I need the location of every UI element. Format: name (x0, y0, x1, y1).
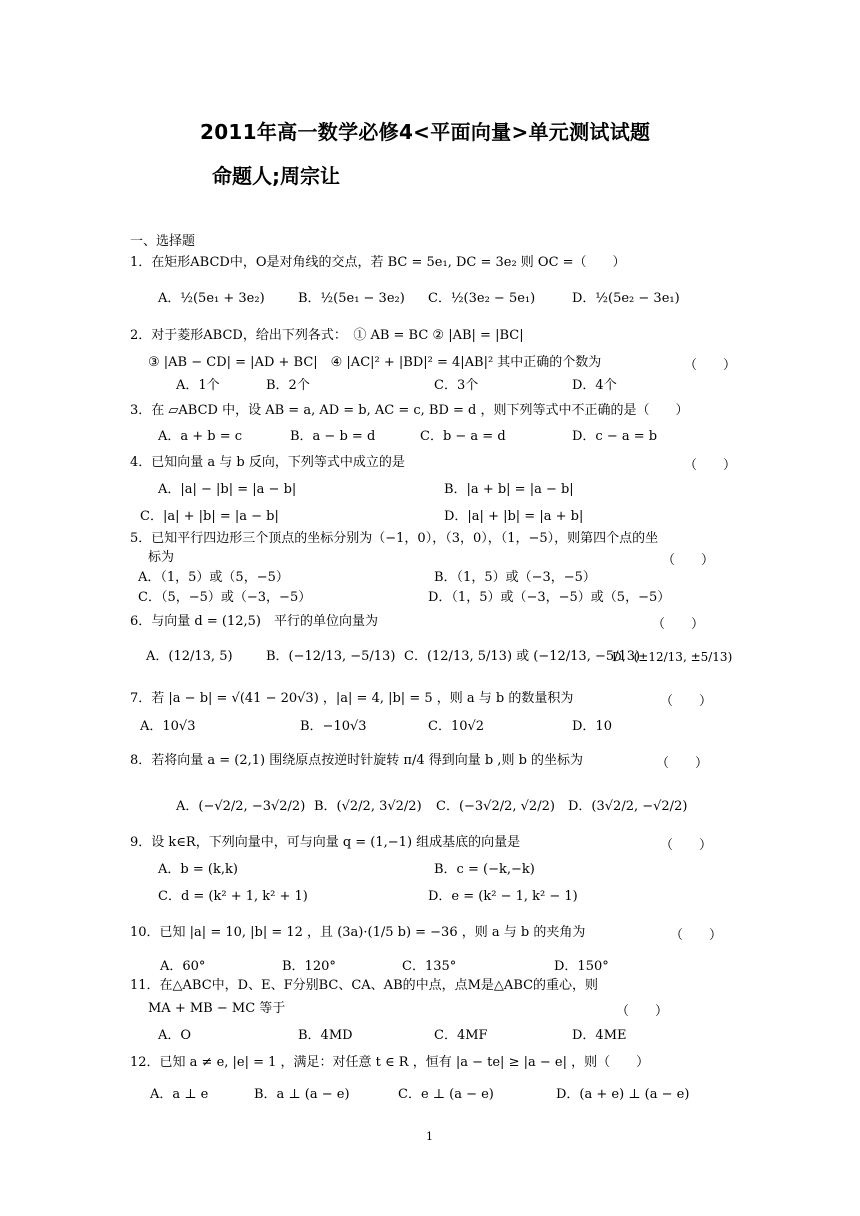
question-2-stem-line2: ③ |AB − CD| = |AD + BC| ④ |AC|² + |BD|² = 4|AB|² 其中正确的个数为 (148, 355, 602, 370)
page-title: 2011年高一数学必修4<平面向量>单元测试试题 (200, 120, 651, 144)
question-8-stem: 8．若将向量 a = (2,1) 围绕原点按逆时针旋转 π/4 得到向量 b ,则 b 的坐标为 (130, 753, 584, 768)
question-11-answer-paren: （ ） (616, 1004, 669, 1019)
question-8-option-b: B．(√2/2, 3√2/2) (314, 799, 422, 814)
question-9-option-c: C．d = (k² + 1, k² + 1) (158, 889, 308, 904)
question-5-option-c: C．（5，−5）或（−3，−5） (138, 590, 312, 605)
question-12-option-b: B．a ⊥ (a − e) (254, 1087, 350, 1102)
question-7-answer-paren: （ ） (660, 694, 713, 709)
question-6-option-b: B．(−12/13, −5/13) (266, 649, 396, 664)
question-7-option-d: D．10 (572, 719, 612, 734)
question-6-option-d: D．(±12/13, ±5/13) (612, 650, 733, 664)
question-1-option-a: A．½(5e₁ + 3e₂) (158, 291, 265, 306)
question-2-answer-paren: （ ） (684, 358, 737, 373)
question-10-option-a: A．60° (160, 959, 206, 974)
author-line: 命题人;周宗让 (212, 164, 340, 188)
question-12-option-c: C．e ⊥ (a − e) (398, 1087, 494, 1102)
question-10-stem: 10．已知 |a| = 10, |b| = 12 ，且 (3a)·(1/5 b) = −36 ，则 a 与 b 的夹角为 (130, 925, 586, 940)
question-8-option-a: A．(−√2/2, −3√2/2) (176, 799, 306, 814)
question-4-option-d: D．|a| + |b| = |a + b| (444, 509, 584, 524)
question-2-option-a: A．1个 (176, 378, 220, 393)
section-heading: 一、选择题 (130, 234, 196, 249)
question-11-option-d: D．4ME (572, 1028, 627, 1043)
question-5-option-d: D．（1，5）或（−3，−5）或（5，−5） (428, 590, 671, 605)
question-8-option-d: D．(3√2/2, −√2/2) (568, 799, 688, 814)
question-9-stem: 9．设 k∈R，下列向量中，可与向量 q = (1,−1) 组成基底的向量是 (130, 835, 521, 850)
question-12-option-d: D．(a + e) ⊥ (a − e) (556, 1087, 690, 1102)
question-6-answer-paren: （ ） (652, 617, 705, 632)
question-12-option-a: A．a ⊥ e (150, 1087, 209, 1102)
question-3-option-b: B．a − b = d (290, 429, 376, 444)
question-9-option-a: A．b = (k,k) (158, 862, 238, 877)
question-4-answer-paren: （ ） (684, 458, 737, 473)
question-9-option-d: D．e = (k² − 1, k² − 1) (428, 889, 578, 904)
question-8-answer-paren: （ ） (656, 756, 709, 771)
question-11-option-b: B．4MD (298, 1028, 353, 1043)
question-11-option-a: A．O (158, 1028, 192, 1043)
question-11-stem: 11．在△ABC中，D、E、F分别BC、CA、AB的中点，点M是△ABC的重心，则 (130, 978, 599, 993)
question-3-option-d: D．c − a = b (572, 429, 658, 444)
question-5-stem-line2: 标为 (148, 550, 175, 565)
question-5-stem: 5．已知平行四边形三个顶点的坐标分别为（−1，0），（3，0），（1，−5），则第四个点的坐 (130, 531, 659, 546)
question-2-stem: 2．对于菱形ABCD，给出下列各式： ① AB = BC ② |AB| = |BC| (130, 328, 524, 343)
question-7-stem: 7．若 |a − b| = √(41 − 20√3) ，|a| = 4, |b| = 5 ，则 a 与 b 的数量积为 (130, 691, 574, 706)
question-10-option-c: C．135° (402, 959, 457, 974)
question-1-stem: 1．在矩形ABCD中，O是对角线的交点，若 BC = 5e₁, DC = 3e₂ 则 OC =（ ） (130, 255, 626, 270)
question-9-answer-paren: （ ） (660, 838, 713, 853)
question-7-option-b: B．−10√3 (300, 719, 367, 734)
question-5-option-a: A．（1，5）或（5，−5） (138, 570, 289, 585)
question-3-stem: 3．在 ▱ABCD 中，设 AB = a, AD = b, AC = c, BD = d ，则下列等式中不正确的是（ ） (130, 403, 689, 418)
question-6-option-c: C．(12/13, 5/13) 或 (−12/13, −5/13) (404, 649, 641, 664)
question-1-option-c: C．½(3e₂ − 5e₁) (428, 291, 536, 306)
question-2-option-d: D．4个 (572, 378, 617, 393)
question-4-option-b: B．|a + b| = |a − b| (444, 482, 574, 497)
question-7-option-c: C．10√2 (428, 719, 485, 734)
question-2-option-b: B．2个 (266, 378, 310, 393)
question-3-option-a: A．a + b = c (158, 429, 243, 444)
question-4-stem: 4．已知向量 a 与 b 反向，下列等式中成立的是 (130, 455, 405, 470)
question-1-option-d: D．½(5e₂ − 3e₁) (572, 291, 680, 306)
question-11-option-c: C．4MF (434, 1028, 488, 1043)
question-3-option-c: C．b − a = d (420, 429, 506, 444)
question-10-option-b: B．120° (282, 959, 336, 974)
question-7-option-a: A．10√3 (140, 719, 196, 734)
question-8-option-c: C．(−3√2/2, √2/2) (436, 799, 555, 814)
question-9-option-b: B．c = (−k,−k) (434, 862, 535, 877)
question-10-answer-paren: （ ） (670, 928, 723, 943)
page-number: 1 (426, 1130, 433, 1143)
question-6-stem: 6．与向量 d = (12,5) 平行的单位向量为 (130, 614, 378, 629)
question-5-option-b: B．（1，5）或（−3，−5） (434, 570, 596, 585)
question-4-option-a: A．|a| − |b| = |a − b| (158, 482, 297, 497)
question-11-stem-line2: MA + MB − MC 等于 (148, 1001, 286, 1016)
question-6-option-a: A．(12/13, 5) (146, 649, 233, 664)
question-4-option-c: C．|a| + |b| = |a − b| (140, 509, 279, 524)
question-5-answer-paren: （ ） (662, 553, 715, 568)
question-12-stem: 12．已知 a ≠ e, |e| = 1 ，满足：对任意 t ∈ R ，恒有 |a − te| ≥ |a − e| ，则（ ） (130, 1055, 650, 1070)
question-10-option-d: D．150° (554, 959, 609, 974)
question-2-option-c: C．3个 (434, 378, 479, 393)
question-1-option-b: B．½(5e₁ − 3e₂) (298, 291, 405, 306)
